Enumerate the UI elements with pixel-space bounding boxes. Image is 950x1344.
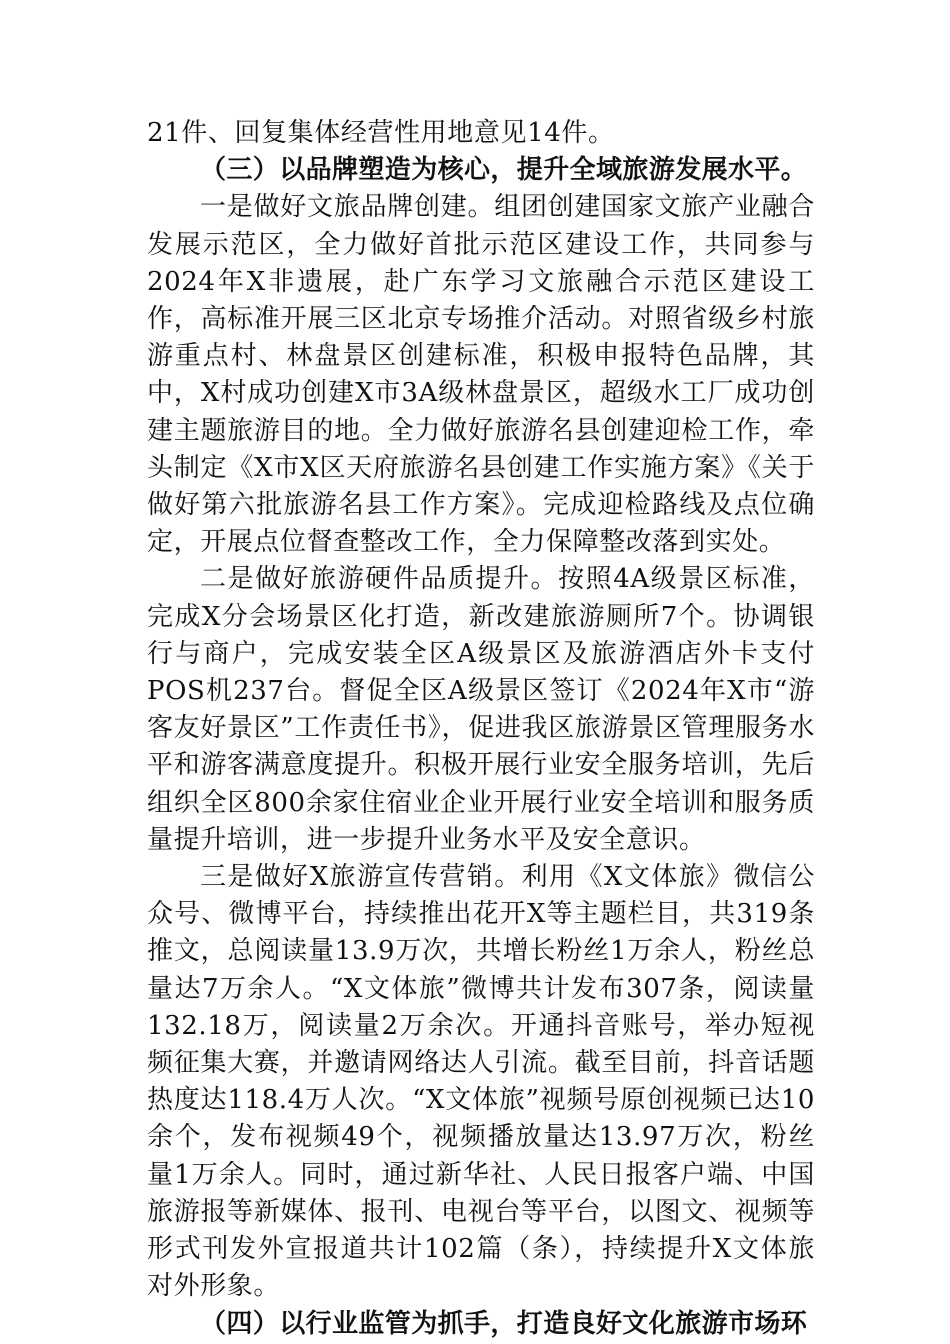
section-heading-3: （三）以品牌塑造为核心，提升全域旅游发展水平。 [200, 155, 808, 186]
paragraph-hardware-upgrade: 二是做好旅游硬件品质提升。按照4A级景区标准，完成X分会场景区化打造，新改建旅游厕所7个。协调银行与商户，完成安装全区A级景区及旅游酒店外卡支付POS机237台。督促全区A级景区签订《2024年X市“游客友好景区”工作责任书》，促进我区旅游景区管理服务水平和游客满意度提升。积极开展行业安全服务培训，先后组织全区800余家住宿业企业开展行业安全培训和服务质量提升培训，进一步提升业务水平及安全意识。 [147, 564, 815, 855]
paragraph-marketing: 三是做好X旅游宣传营销。利用《X文体旅》微信公众号、微博平台，持续推出花开X等主题栏目，共319条推文，总阅读量13.9万次，共增长粉丝1万余人，粉丝总量达7万余人。“X文体旅”微博共计发布307条，阅读量132.18万，阅读量2万余次。开通抖音账号，举办短视频征集大赛，并邀请网络达人引流。截至目前，抖音话题热度达118.4万人次。“X文体旅”视频号原创视频已达10余个，发布视频49个，视频播放量达13.97万次，粉丝量1万余人。同时，通过新华社、人民日报客户端、中国旅游报等新媒体、报刊、电视台等平台，以图文、视频等形式刊发外宣报道共计102篇（条），持续提升X文体旅对外形象。 [147, 862, 815, 1302]
paragraph-continuation: 21件、回复集体经营性用地意见14件。 [147, 118, 615, 148]
document-page [147, 115, 815, 1343]
paragraph-brand-creation: 一是做好文旅品牌创建。组团创建国家文旅产业融合发展示范区，全力做好首批示范区建设工作，共同参与2024年X非遗展，赴广东学习文旅融合示范区建设工作，高标准开展三区北京专场推介活动。对照省级乡村旅游重点村、林盘景区创建标准，积极申报特色品牌，其中，X村成功创建X市3A级林盘景区，超级水工厂成功创建主题旅游目的地。全力做好旅游名县创建迎检工作，牵头制定《X市X区天府旅游名县创建工作实施方案》《关于做好第六批旅游名县工作方案》。完成迎检路线及点位确定，开展点位督查整改工作，全力保障整改落到实处。 [147, 192, 815, 558]
section-heading-4: （四）以行业监管为抓手，打造良好文化旅游市场环 [200, 1308, 808, 1339]
